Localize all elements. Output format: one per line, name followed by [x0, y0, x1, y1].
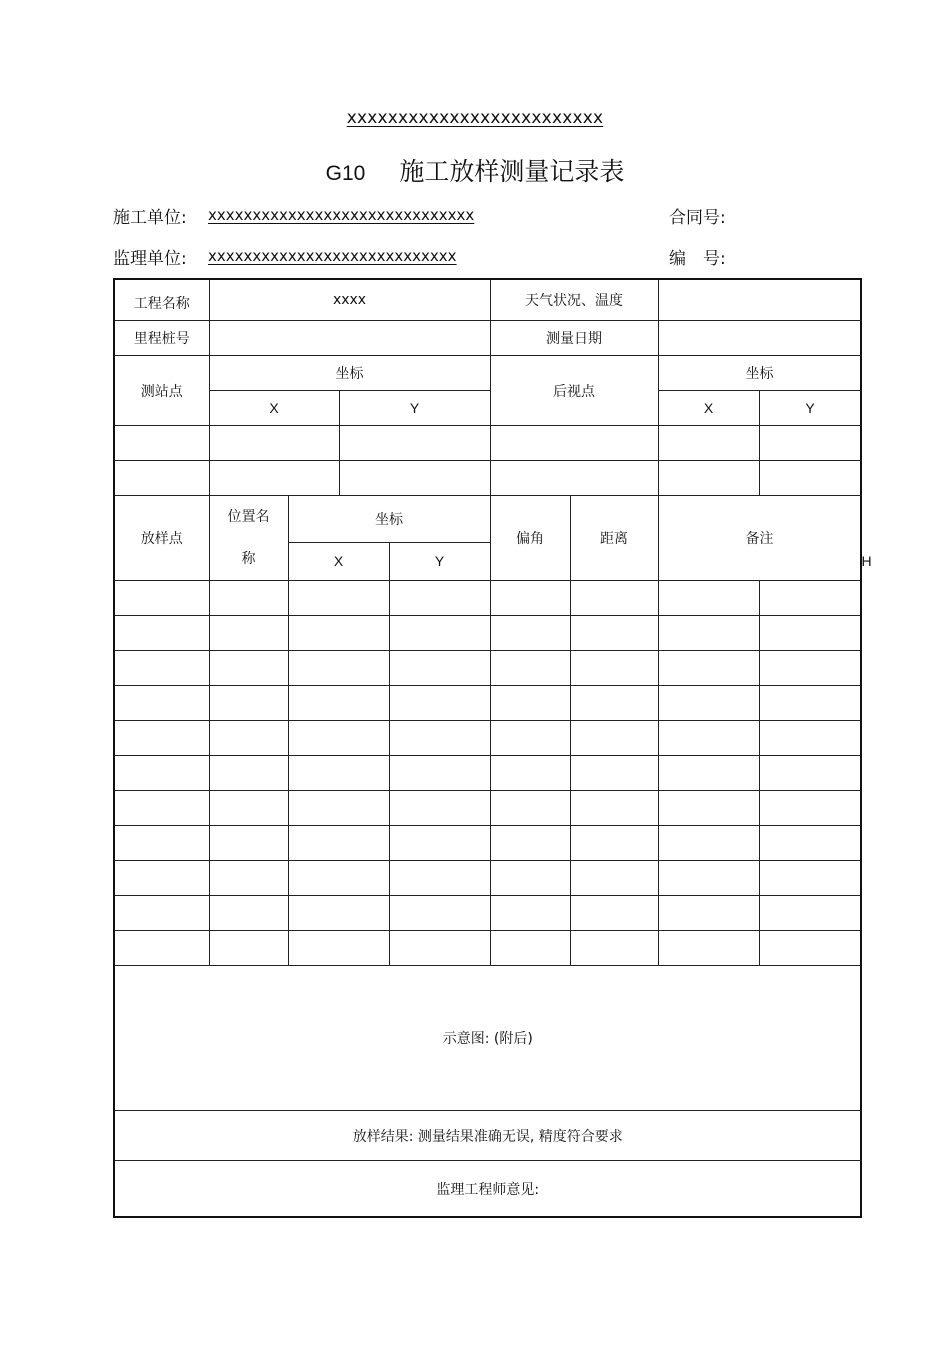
stakeout-point-label: 放样点: [114, 496, 209, 581]
station-x-label: X: [209, 391, 339, 426]
weather-label: 天气状况、温度: [490, 279, 658, 321]
stakeout-data-row: [114, 931, 861, 966]
stakeout-cell: [570, 756, 658, 791]
stakeout-cell: [209, 686, 288, 721]
stakeout-cell: [490, 931, 570, 966]
title-code: G10: [325, 162, 366, 185]
stakeout-cell: [490, 581, 570, 616]
stakeout-cell: [759, 581, 861, 616]
station-cell: [759, 461, 861, 496]
project-name-row: [114, 279, 861, 321]
stakeout-cell: [209, 931, 288, 966]
stakeout-cell: [389, 581, 490, 616]
stakeout-data-row: [114, 581, 861, 616]
stakeout-cell: [114, 896, 209, 931]
sketch-label: 示意图: (附后): [114, 966, 861, 1111]
stakeout-data-row: [114, 861, 861, 896]
stakeout-cell: [658, 686, 759, 721]
stakeout-cell: [288, 616, 389, 651]
station-cell: [339, 426, 490, 461]
stakeout-cell: [389, 756, 490, 791]
measure-date-value: [658, 321, 861, 356]
construction-unit-label: 施工单位:: [113, 208, 187, 228]
stakeout-cell: [288, 581, 389, 616]
mileage-label: 里程桩号: [114, 321, 209, 356]
top-line: [0, 108, 950, 128]
stakeout-cell: [759, 616, 861, 651]
station-data-row: [114, 426, 861, 461]
stakeout-cell: [288, 651, 389, 686]
stakeout-cell: [114, 826, 209, 861]
stakeout-cell: [114, 581, 209, 616]
stakeout-cell: [389, 686, 490, 721]
construction-unit-value: xxxxxxxxxxxxxxxxxxxxxxxxxxxxxx: [208, 206, 475, 224]
stakeout-cell: [570, 581, 658, 616]
station-label: 测站点: [114, 356, 209, 426]
stakeout-cell: [658, 651, 759, 686]
stakeout-cell: [288, 756, 389, 791]
position-name-line1: 位置名: [227, 509, 270, 525]
stakeout-cell: [209, 896, 288, 931]
stakeout-data-row: [114, 896, 861, 931]
stakeout-cell: [658, 826, 759, 861]
stakeout-cell: [570, 826, 658, 861]
stakeout-cell: [759, 931, 861, 966]
stakeout-cell: [288, 826, 389, 861]
stakeout-cell: [490, 721, 570, 756]
stakeout-cell: [759, 826, 861, 861]
stakeout-cell: [114, 861, 209, 896]
stakeout-header-row-2: X Y H: [114, 542, 861, 580]
stakeout-cell: [759, 686, 861, 721]
engineer-opinion-label: 监理工程师意见:: [114, 1161, 861, 1218]
stakeout-cell: [114, 931, 209, 966]
sketch-row: [114, 966, 861, 1111]
stakeout-record-table: [113, 278, 872, 1218]
distance-label: 距离: [570, 496, 658, 581]
stakeout-cell: [490, 896, 570, 931]
stakeout-cell: [490, 756, 570, 791]
stakeout-cell: [389, 896, 490, 931]
station-cell: [209, 426, 339, 461]
stakeout-cell: [114, 616, 209, 651]
stakeout-data-row: [114, 616, 861, 651]
stakeout-cell: [389, 791, 490, 826]
stakeout-cell: [288, 931, 389, 966]
result-label: 放样结果: 测量结果准确无误, 精度符合要求: [114, 1111, 861, 1161]
stakeout-x-label: X: [288, 542, 389, 580]
station-header-row-2: [114, 391, 861, 426]
station-cell: [759, 426, 861, 461]
stakeout-cell: [288, 686, 389, 721]
stakeout-cell: [759, 756, 861, 791]
station-header-row-1: [114, 356, 861, 391]
stakeout-cell: [759, 861, 861, 896]
stakeout-header-row-1: [114, 496, 861, 543]
station-cell: [658, 426, 759, 461]
station-y-label: Y: [339, 391, 490, 426]
stakeout-cell: [114, 721, 209, 756]
stakeout-cell: [389, 931, 490, 966]
stakeout-data-row: [114, 756, 861, 791]
supervision-unit-value: xxxxxxxxxxxxxxxxxxxxxxxxxxxx: [208, 247, 457, 265]
stakeout-cell: [209, 721, 288, 756]
stakeout-cell: [570, 616, 658, 651]
mileage-value: [209, 321, 490, 356]
backsight-coord-label: 坐标: [658, 356, 861, 391]
stakeout-y-label: Y: [389, 542, 490, 580]
position-name-label: [209, 496, 288, 581]
stakeout-cell: [209, 756, 288, 791]
stakeout-data-row: [114, 791, 861, 826]
stakeout-cell: [658, 931, 759, 966]
stakeout-coord-label: 坐标: [288, 496, 490, 543]
stakeout-cell: [658, 861, 759, 896]
backsight-label: 后视点: [490, 356, 658, 426]
stakeout-cell: [658, 791, 759, 826]
stakeout-data-row: [114, 651, 861, 686]
stakeout-cell: [570, 686, 658, 721]
result-row: [114, 1111, 861, 1161]
title-text: 施工放样测量记录表: [399, 157, 625, 186]
stakeout-cell: [490, 616, 570, 651]
project-name-label: 工程名称: [114, 279, 209, 321]
stakeout-cell: [759, 651, 861, 686]
contract-no-label: 合同号:: [669, 208, 726, 228]
stakeout-cell: [389, 651, 490, 686]
mileage-row: [114, 321, 861, 356]
serial-no-label: 编 号:: [669, 249, 726, 269]
stakeout-cell: [759, 791, 861, 826]
stakeout-cell: [389, 861, 490, 896]
position-name-line2: 称: [241, 551, 256, 567]
stakeout-cell: [114, 756, 209, 791]
stakeout-cell: [288, 861, 389, 896]
weather-value: [658, 279, 861, 321]
stakeout-cell: [658, 721, 759, 756]
stakeout-cell: [490, 826, 570, 861]
stakeout-rows: [114, 581, 861, 966]
station-cell: [658, 461, 759, 496]
stakeout-cell: [209, 826, 288, 861]
stakeout-cell: [570, 931, 658, 966]
engineer-row: [114, 1161, 861, 1218]
backsight-x-label: X: [658, 391, 759, 426]
stakeout-cell: [288, 896, 389, 931]
stakeout-cell: [658, 896, 759, 931]
stakeout-cell: [570, 896, 658, 931]
remark-label: 备注: [658, 496, 861, 581]
stakeout-cell: [389, 616, 490, 651]
backsight-y-label: Y: [759, 391, 861, 426]
stakeout-cell: [490, 651, 570, 686]
stakeout-cell: [570, 861, 658, 896]
stakeout-cell: [759, 896, 861, 931]
stakeout-cell: [570, 791, 658, 826]
stakeout-cell: [490, 791, 570, 826]
stakeout-cell: [570, 651, 658, 686]
station-cell: [490, 461, 658, 496]
stakeout-cell: [658, 616, 759, 651]
stakeout-cell: [570, 721, 658, 756]
station-cell: [114, 461, 209, 496]
stakeout-cell: [389, 826, 490, 861]
stakeout-cell: [658, 756, 759, 791]
station-data-row: [114, 461, 861, 496]
stakeout-cell: [490, 861, 570, 896]
top-line-text: xxxxxxxxxxxxxxxxxxxxxxxxx: [346, 108, 604, 128]
stakeout-cell: [209, 861, 288, 896]
station-coord-label: 坐标: [209, 356, 490, 391]
stakeout-cell: [288, 791, 389, 826]
stakeout-cell: [658, 581, 759, 616]
page-title: [0, 152, 950, 188]
stakeout-cell: [209, 791, 288, 826]
stakeout-cell: [114, 791, 209, 826]
station-cell: [339, 461, 490, 496]
stakeout-cell: [209, 616, 288, 651]
stakeout-cell: [114, 686, 209, 721]
station-cell: [114, 426, 209, 461]
supervision-unit-label: 监理单位:: [113, 249, 187, 269]
deflection-label: 偏角: [490, 496, 570, 581]
stakeout-cell: [490, 686, 570, 721]
project-name-value: xxxx: [209, 279, 490, 321]
stakeout-cell: [759, 721, 861, 756]
measure-date-label: 测量日期: [490, 321, 658, 356]
stakeout-cell: [209, 651, 288, 686]
stakeout-cell: [209, 581, 288, 616]
stakeout-data-row: [114, 686, 861, 721]
stakeout-cell: [389, 721, 490, 756]
stakeout-data-row: [114, 826, 861, 861]
stakeout-cell: [114, 651, 209, 686]
station-cell: [209, 461, 339, 496]
station-cell: [490, 426, 658, 461]
stakeout-data-row: [114, 721, 861, 756]
stakeout-cell: [288, 721, 389, 756]
